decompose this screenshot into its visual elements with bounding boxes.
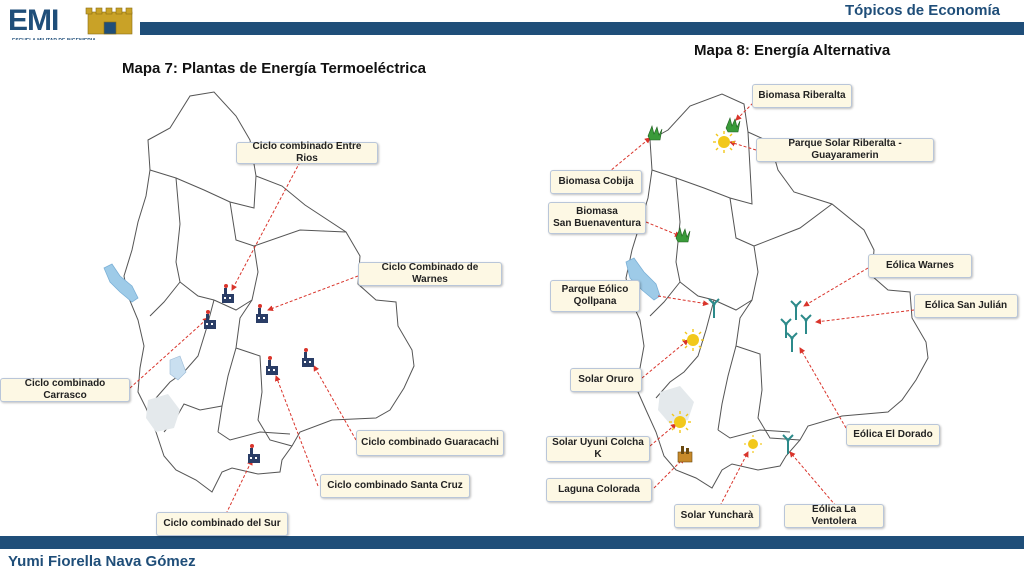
label-solar-uyuni: Solar Uyuni Colcha K <box>546 436 650 462</box>
label-biomasa-cobija: Biomasa Cobija <box>550 170 642 194</box>
logo-wordmark: EMI <box>8 4 59 37</box>
label-guaracachi: Ciclo combinado Guaracachi <box>356 430 504 456</box>
label-biomasa-san-buenaventura: Biomasa San Buenaventura <box>548 202 646 234</box>
label-santa-cruz: Ciclo combinado Santa Cruz <box>320 474 470 498</box>
map7-salt-flat <box>146 394 180 432</box>
wind-turbine-icon <box>801 315 811 334</box>
geothermal-icon <box>678 446 692 462</box>
thermal-plant-icon <box>302 348 314 367</box>
thermal-plant-icon <box>222 284 234 303</box>
map7-lake-titicaca <box>104 264 138 302</box>
label-eolica-san-julian: Eólica San Julián <box>914 294 1018 318</box>
label-parque-eolico-qollpana: Parque Eólico Qollpana <box>550 280 640 312</box>
author-name: Yumi Fiorella Nava Gómez <box>8 553 196 570</box>
label-laguna-colorada: Laguna Colorada <box>546 478 652 502</box>
label-eolica-el-dorado: Eólica El Dorado <box>846 424 940 446</box>
wind-turbine-icon <box>791 301 801 320</box>
thermal-plant-icon <box>256 304 268 323</box>
map7-title: Mapa 7: Plantas de Energía Termoeléctrica <box>122 60 427 77</box>
map7-lake-poopo <box>170 356 186 380</box>
biomass-icon <box>648 126 662 140</box>
label-biomasa-riberalta: Biomasa Riberalta <box>752 84 852 108</box>
biomass-icon <box>726 118 740 132</box>
label-solar-riberalta: Parque Solar Riberalta - Guayaramerin <box>756 138 934 162</box>
solar-icon <box>682 329 704 351</box>
label-carrasco: Ciclo combinado Carrasco <box>0 378 130 402</box>
label-del-sur: Ciclo combinado del Sur <box>156 512 288 536</box>
map8-title: Mapa 8: Energía Alternativa <box>694 42 891 59</box>
label-solar-oruro: Solar Oruro <box>570 368 642 392</box>
thermal-plant-icon <box>248 444 260 463</box>
course-title: Tópicos de Economía <box>844 2 1000 19</box>
wind-turbine-icon <box>783 435 793 454</box>
thermal-plant-icon <box>266 356 278 375</box>
biomass-icon <box>676 228 690 242</box>
label-eolica-la-ventolera: Eólica La Ventolera <box>784 504 884 528</box>
label-warnes: Ciclo Combinado de Warnes <box>358 262 502 286</box>
label-eolica-warnes: Eólica Warnes <box>868 254 972 278</box>
wind-turbine-icon <box>787 333 797 352</box>
solar-icon <box>744 435 762 453</box>
map7-callout-arrows <box>130 162 358 514</box>
label-solar-yunchara: Solar Yuncharà <box>674 504 760 528</box>
label-entre-rios: Ciclo combinado Entre Rios <box>236 142 378 164</box>
